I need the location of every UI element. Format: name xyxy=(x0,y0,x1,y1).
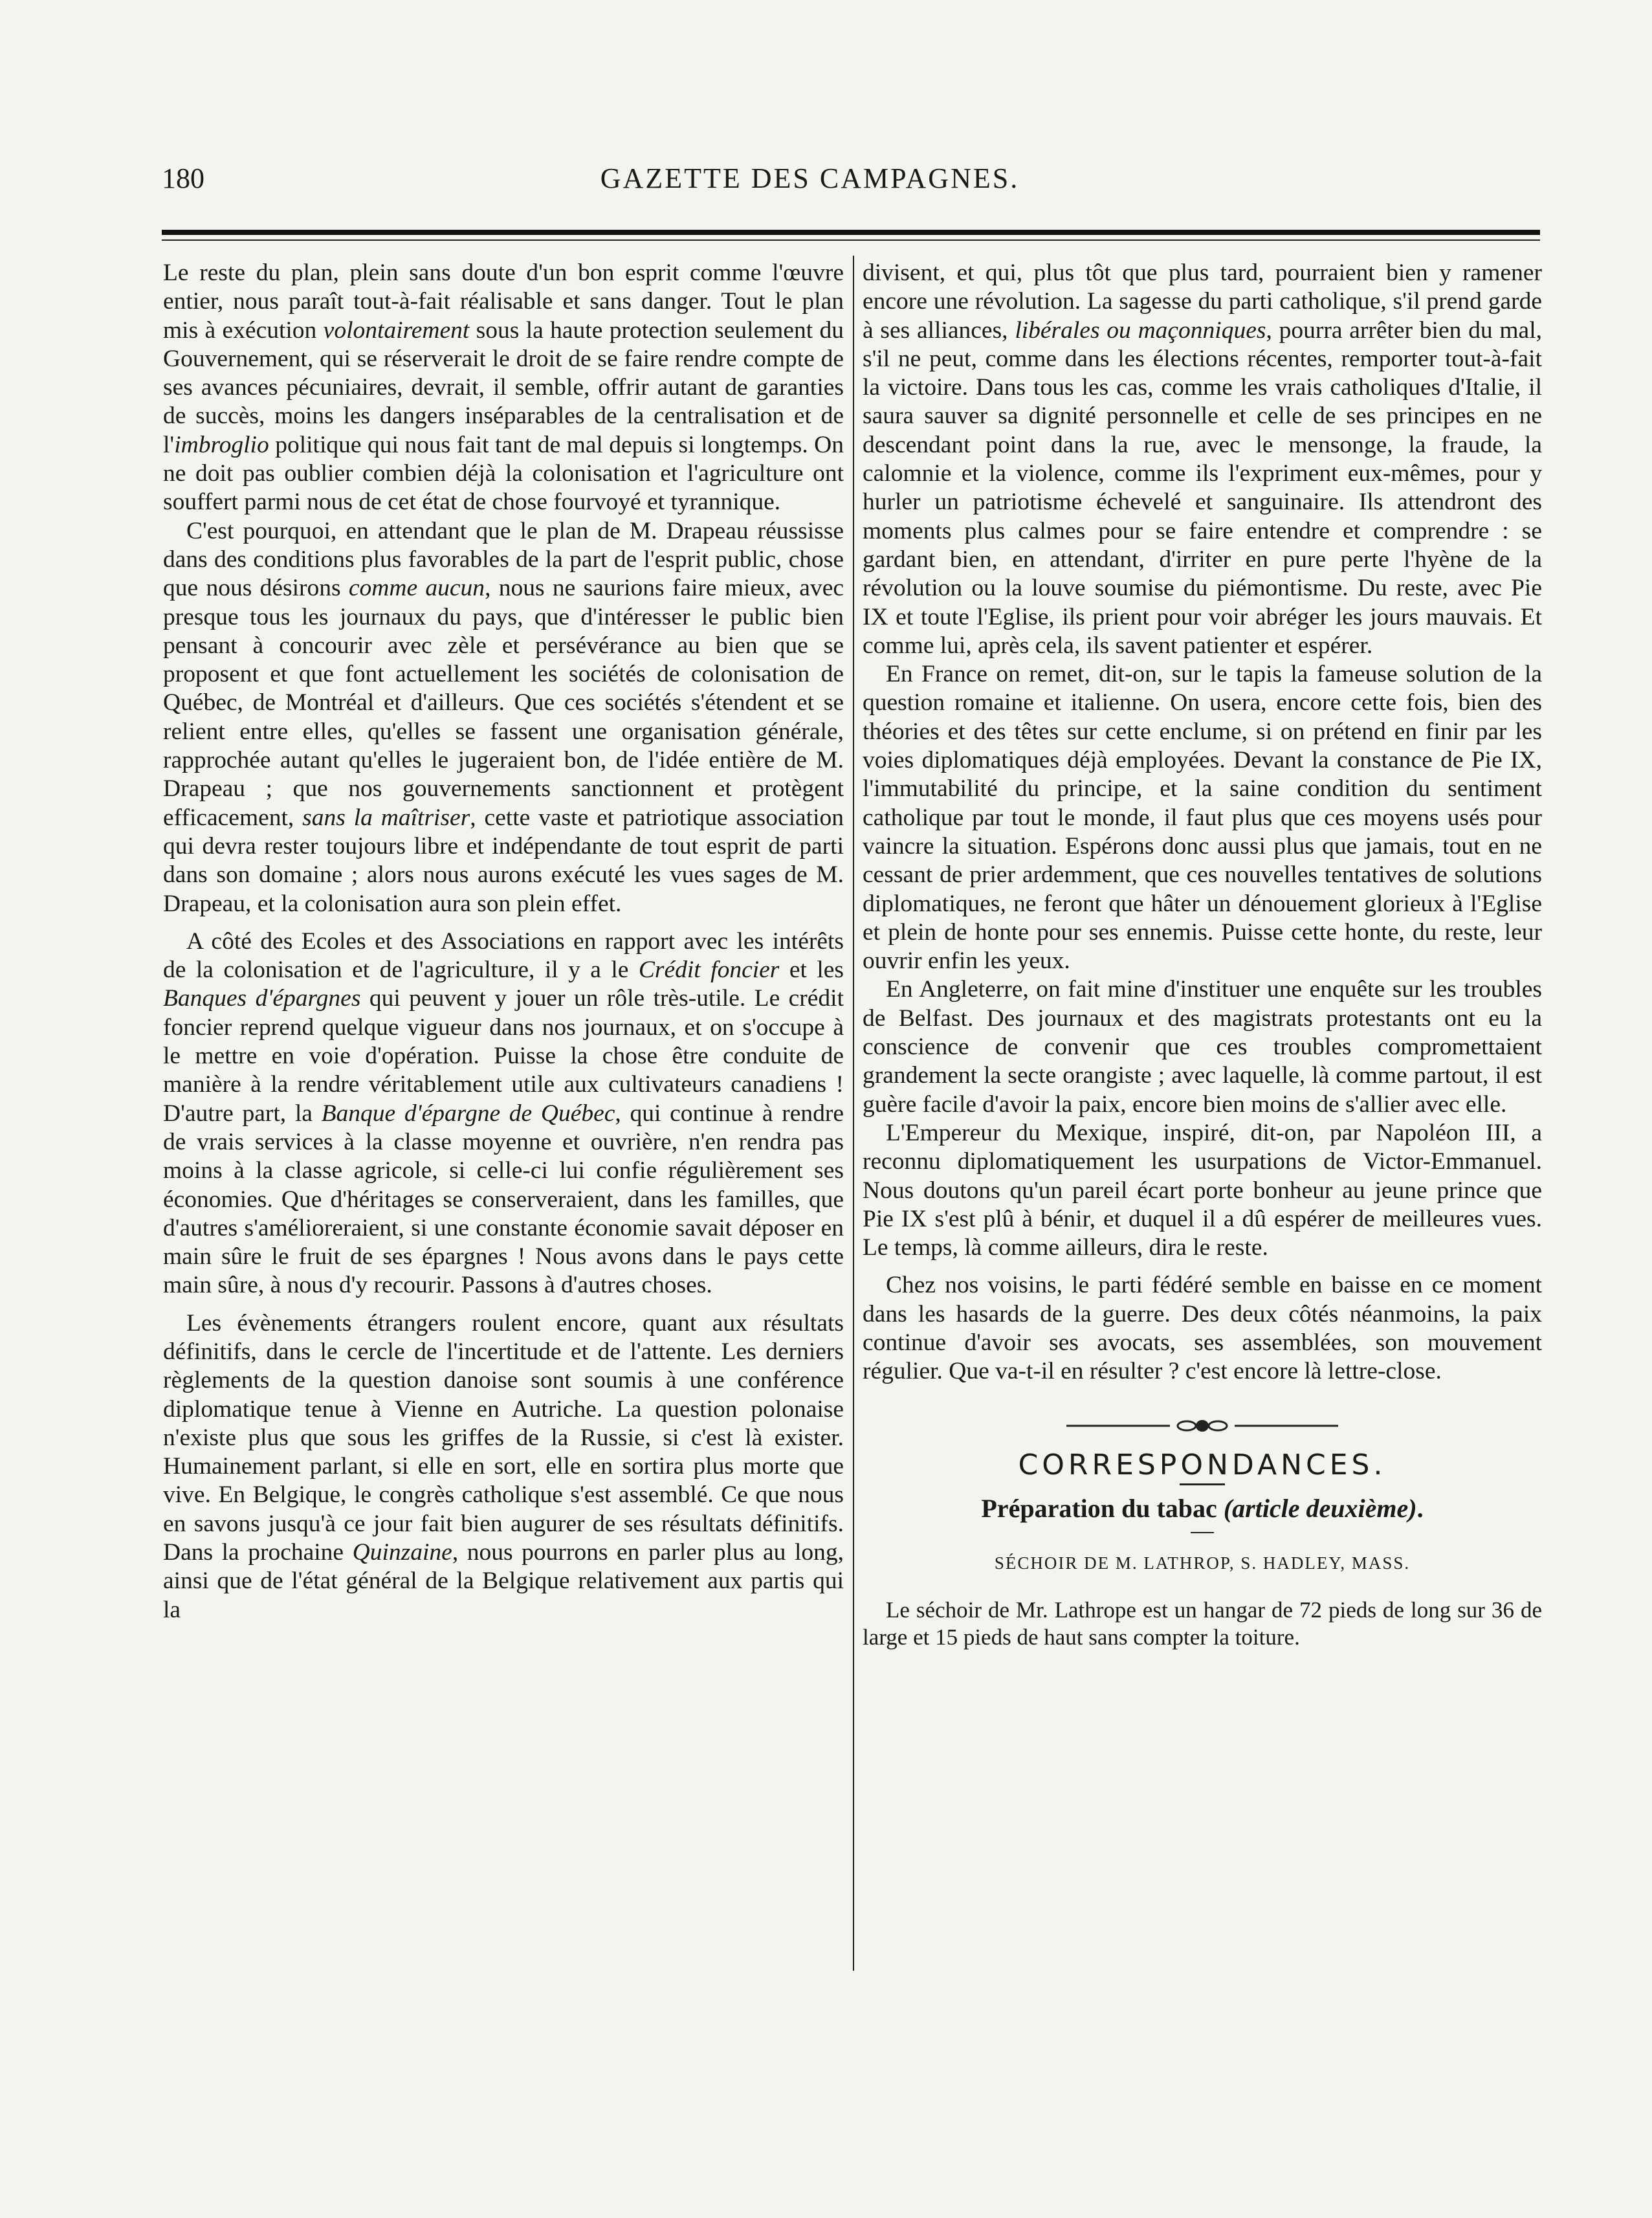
ornament-icon xyxy=(1066,1418,1338,1434)
paragraph: Chez nos voisins, le parti fédéré semble en baisse en ce moment dans les hasards de la guerre. Des deux côtés néanmoins, la paix continue d'avoir ses avocats, ses assemblées, son mouvement régulier. Que va-t-il en résulter ? c'est encore là lettre-close. xyxy=(863,1272,1542,1385)
left-column xyxy=(163,259,844,1625)
page-header xyxy=(162,162,1458,220)
paragraph: L'Empereur du Mexique, inspiré, dit-on, par Napoléon III, a reconnu diplomatiquement les usurpations de Victor-Emmanuel. Nous doutons qu'un pareil écart porte bonheur au jeune prince que Pie IX s'est plû à bénir, et duquel il a dû espérer de meilleures vues. Le temps, là comme ailleurs, dira le reste. xyxy=(863,1119,1542,1261)
article-title-rule xyxy=(1191,1532,1214,1533)
header-rule-thin xyxy=(162,239,1540,241)
paragraph: Les évènements étrangers roulent encore, quant aux résultats définitifs, dans le cercle de l'incertitude et de l'attente. Les derniers règlements de la question danoise sont soumis à une conférence diplomatique tenue à Vienne en Autriche. La question polonaise n'existe plus que sous les griffes de la Russie, si c'est là exister. Humainement parlant, si elle en sort, elle en sortira plus morte que vive. En Belgique, le congrès catholique s'est assemblé. Ce que nous en savons jusqu'à ce jour fait bien augurer de ses résultats définitifs. Dans la prochaine Quinzaine, nous pourrons en parler plus au long, ainsi que de l'état général de la Belgique relativement aux partis qui la xyxy=(163,1309,844,1623)
paragraph: divisent, et qui, plus tôt que plus tard, pourraient bien y ramener encore une révolution. La sagesse du parti catholique, s'il prend garde à ses alliances, libérales ou maçonniques, pourra arrêter bien du mal, s'il ne peut, comme dans les élections récentes, remporter tout-à-fait la victoire. Dans tous les cas, comme les vrais catholiques d'Italie, il saura sauver sa dignité personnelle et celle de ses principes en ne descendant point dans la rue, avec le mensonge, la fraude, la calomnie et la violence, comme ils l'expriment eux-mêmes, pour y hurler un patriotisme échevelé et sanguinaire. Ils attendront des moments plus calmes pour se faire entendre et comprendre : se gardant bien, en attendant, d'irriter en pure perte l'hyène de la révolution ou la louve soumise du piémontisme. Du reste, avec Pie IX et toute l'Eglise, ils prient pour voir abréger les jours mauvais. Et comme lui, après cela, ils savent patienter et espérer. xyxy=(863,260,1542,659)
paragraph: Le séchoir de Mr. Lathrope est un hangar de 72 pieds de long sur 36 de large et 15 pieds de haut sans compter la toiture. xyxy=(863,1597,1542,1650)
column-divider xyxy=(853,256,854,1971)
paragraph: Le reste du plan, plein sans doute d'un bon esprit comme l'œuvre entier, nous paraît tout-à-fait réalisable et sans danger. Tout le plan mis à exécution volontairement sous la haute protection seulement du Gouvernement, qui se réserverait le droit de se faire rendre compte de ses avances pécuniaires, devrait, il semble, offrir autant de garanties de succès, moins les dangers inséparables de la centralisation et de l'imbroglio politique qui nous fait tant de mal depuis si longtemps. On ne doit pas oublier combien déjà la colonisation et l'agriculture ont souffert parmi nous de cet état de chose fourvoyé et tyrannique. xyxy=(163,260,844,516)
section-title: CORRESPONDANCES. xyxy=(1018,1448,1387,1481)
paragraph: En Angleterre, on fait mine d'instituer une enquête sur les troubles de Belfast. Des journaux et des magistrats protestants ont eu la conscience de convenir que ces troubles compromettaient grandement la secte orangiste ; avec laquelle, là comme partout, il est guère facile d'avoir la paix, encore bien moins de s'allier avec elle. xyxy=(863,976,1542,1118)
article-title: Préparation du tabac (article deuxième). xyxy=(981,1493,1424,1523)
header-rule-thick xyxy=(162,230,1540,235)
running-title: GAZETTE DES CAMPAGNES. xyxy=(600,162,1020,194)
article-subtitle: SÉCHOIR DE M. LATHROP, S. HADLEY, MASS. xyxy=(994,1553,1411,1573)
paragraph: A côté des Ecoles et des Associations en rapport avec les intérêts de la colonisation et de l'agriculture, il y a le Crédit foncier et les Banques d'épargnes qui peuvent y jouer un rôle très-utile. Le crédit foncier reprend quelque vigueur dans nos journaux, et on s'occupe à le mettre en voie d'opération. Puisse la chose être conduite de manière à la rendre véritablement utile aux cultivateurs canadiens ! D'autre part, la Banque d'épargne de Québec, qui continue à rendre de vrais services à la classe moyenne et ouvrière, n'en rendra pas moins à la classe agricole, si celle-ci lui confie régulièrement ses économies. Que d'héritages se conserveraient, dans les familles, que d'autres s'amélioreraient, si une constante économie savait déposer en main sûre le fruit de ses épargnes ! Nous avons dans le pays cette main sûre, à nous d'y recourir. Passons à d'autres choses. xyxy=(163,927,844,1299)
paragraph: C'est pourquoi, en attendant que le plan de M. Drapeau réussisse dans des conditions plus favorables de la part de l'esprit public, chose que nous désirons comme aucun, nous ne saurions faire mieux, avec presque tous les journaux du pays, que d'intéresser le public bien pensant à concourir avec zèle et persévérance au bien que se proposent et que font actuellement les sociétés de colonisation de Québec, de Montréal et d'ailleurs. Que ces sociétés s'étendent et se relient entre elles, qu'elles se fassent une organisation générale, rapprochée autant qu'elles le jugeraient bon, de l'idée entière de M. Drapeau ; que nos gouvernements sanctionnent et protègent efficacement, sans la maîtriser, cette vaste et patriotique association qui devra rester toujours libre et indépendante de tout esprit de parti dans son domaine ; alors nous aurons exécuté les vues sages de M. Drapeau, et la colonisation aura son plein effet. xyxy=(163,517,844,917)
paragraph: En France on remet, dit-on, sur le tapis la fameuse solution de la question romaine et italienne. On usera, encore cette fois, bien des théories et des têtes sur cette enclume, si on prétend en finir par les voies diplomatiques déjà employées. Devant la constance de Pie IX, l'immutabilité du principe, et la saine condition du sentiment catholique par tout le monde, il faut plus que ces moyens usés pour vaincre la situation. Espérons donc aussi plus que jamais, tout en ne cessant de prier ardemment, que ces nouvelles tentatives de solutions diplomatiques, ne feront que hâter un dénouement glorieux à l'Eglise et plein de honte pour ses ennemis. Puisse cette honte, du reste, leur ouvrir enfin les yeux. xyxy=(863,661,1542,975)
section-title-rule xyxy=(1180,1483,1225,1485)
ornament-divider xyxy=(863,1412,1542,1432)
right-column xyxy=(863,259,1542,1651)
page-number: 180 xyxy=(162,162,204,194)
